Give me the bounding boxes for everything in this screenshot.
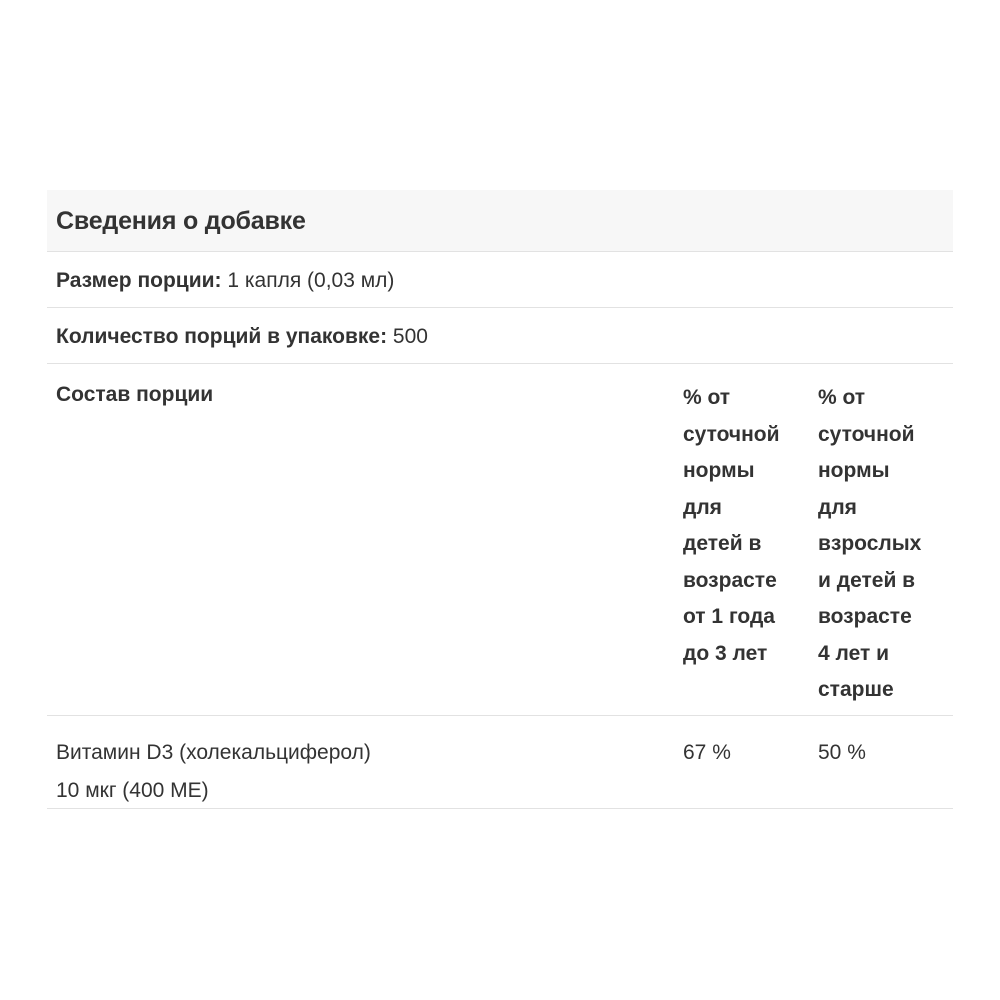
dv-children-header-line: суточной [683, 422, 780, 446]
nutrient-dv-adults: 50 % [818, 741, 866, 764]
supplement-facts-table [47, 190, 953, 809]
dv-adults-header-line: 4 лет и [818, 641, 890, 665]
dv-adults-header-line: % от [818, 386, 866, 409]
dv-children-header-line: детей в [683, 532, 762, 555]
nutrient-dv-children: 67 % [683, 741, 731, 764]
dv-adults-header-line: суточной [818, 422, 915, 446]
dv-children-header-line: возрасте [683, 568, 777, 592]
serving-size-value: 1 капля (0,03 мл) [221, 269, 395, 292]
nutrient-row [47, 716, 953, 809]
dv-children-header [683, 380, 780, 672]
dv-adults-header-line: и детей в [818, 568, 916, 592]
dv-adults-header [818, 380, 921, 709]
nutrient-name: Витамин D3 (холекальциферол) [56, 741, 371, 764]
dv-children-header-line: до 3 лет [683, 641, 768, 665]
dv-adults-header-line: нормы [818, 459, 890, 482]
servings-per-container-label: Количество порций в упаковке: [56, 325, 388, 348]
dv-children-header-line: для [683, 495, 722, 519]
table-title: Сведения о добавке [56, 207, 306, 235]
dv-children-header-line: % от [683, 386, 731, 409]
dv-children-header-line: от 1 года [683, 605, 775, 628]
composition-header-row [47, 364, 953, 716]
table-header [47, 190, 953, 252]
nutrient-name-cell [56, 734, 371, 810]
nutrient-amount: 10 мкг (400 МЕ) [56, 779, 209, 802]
serving-size-row [47, 252, 953, 308]
servings-per-container-row [47, 308, 953, 364]
dv-adults-header-line: возрасте [818, 605, 912, 628]
dv-adults-header-line: для [818, 495, 857, 519]
servings-per-container-value: 500 [387, 325, 428, 348]
dv-adults-header-line: взрослых [818, 532, 922, 555]
dv-children-header-line: нормы [683, 459, 755, 482]
serving-size-label: Размер порции: [56, 269, 222, 292]
composition-header: Состав порции [56, 383, 214, 406]
dv-adults-header-line: старше [818, 678, 894, 701]
